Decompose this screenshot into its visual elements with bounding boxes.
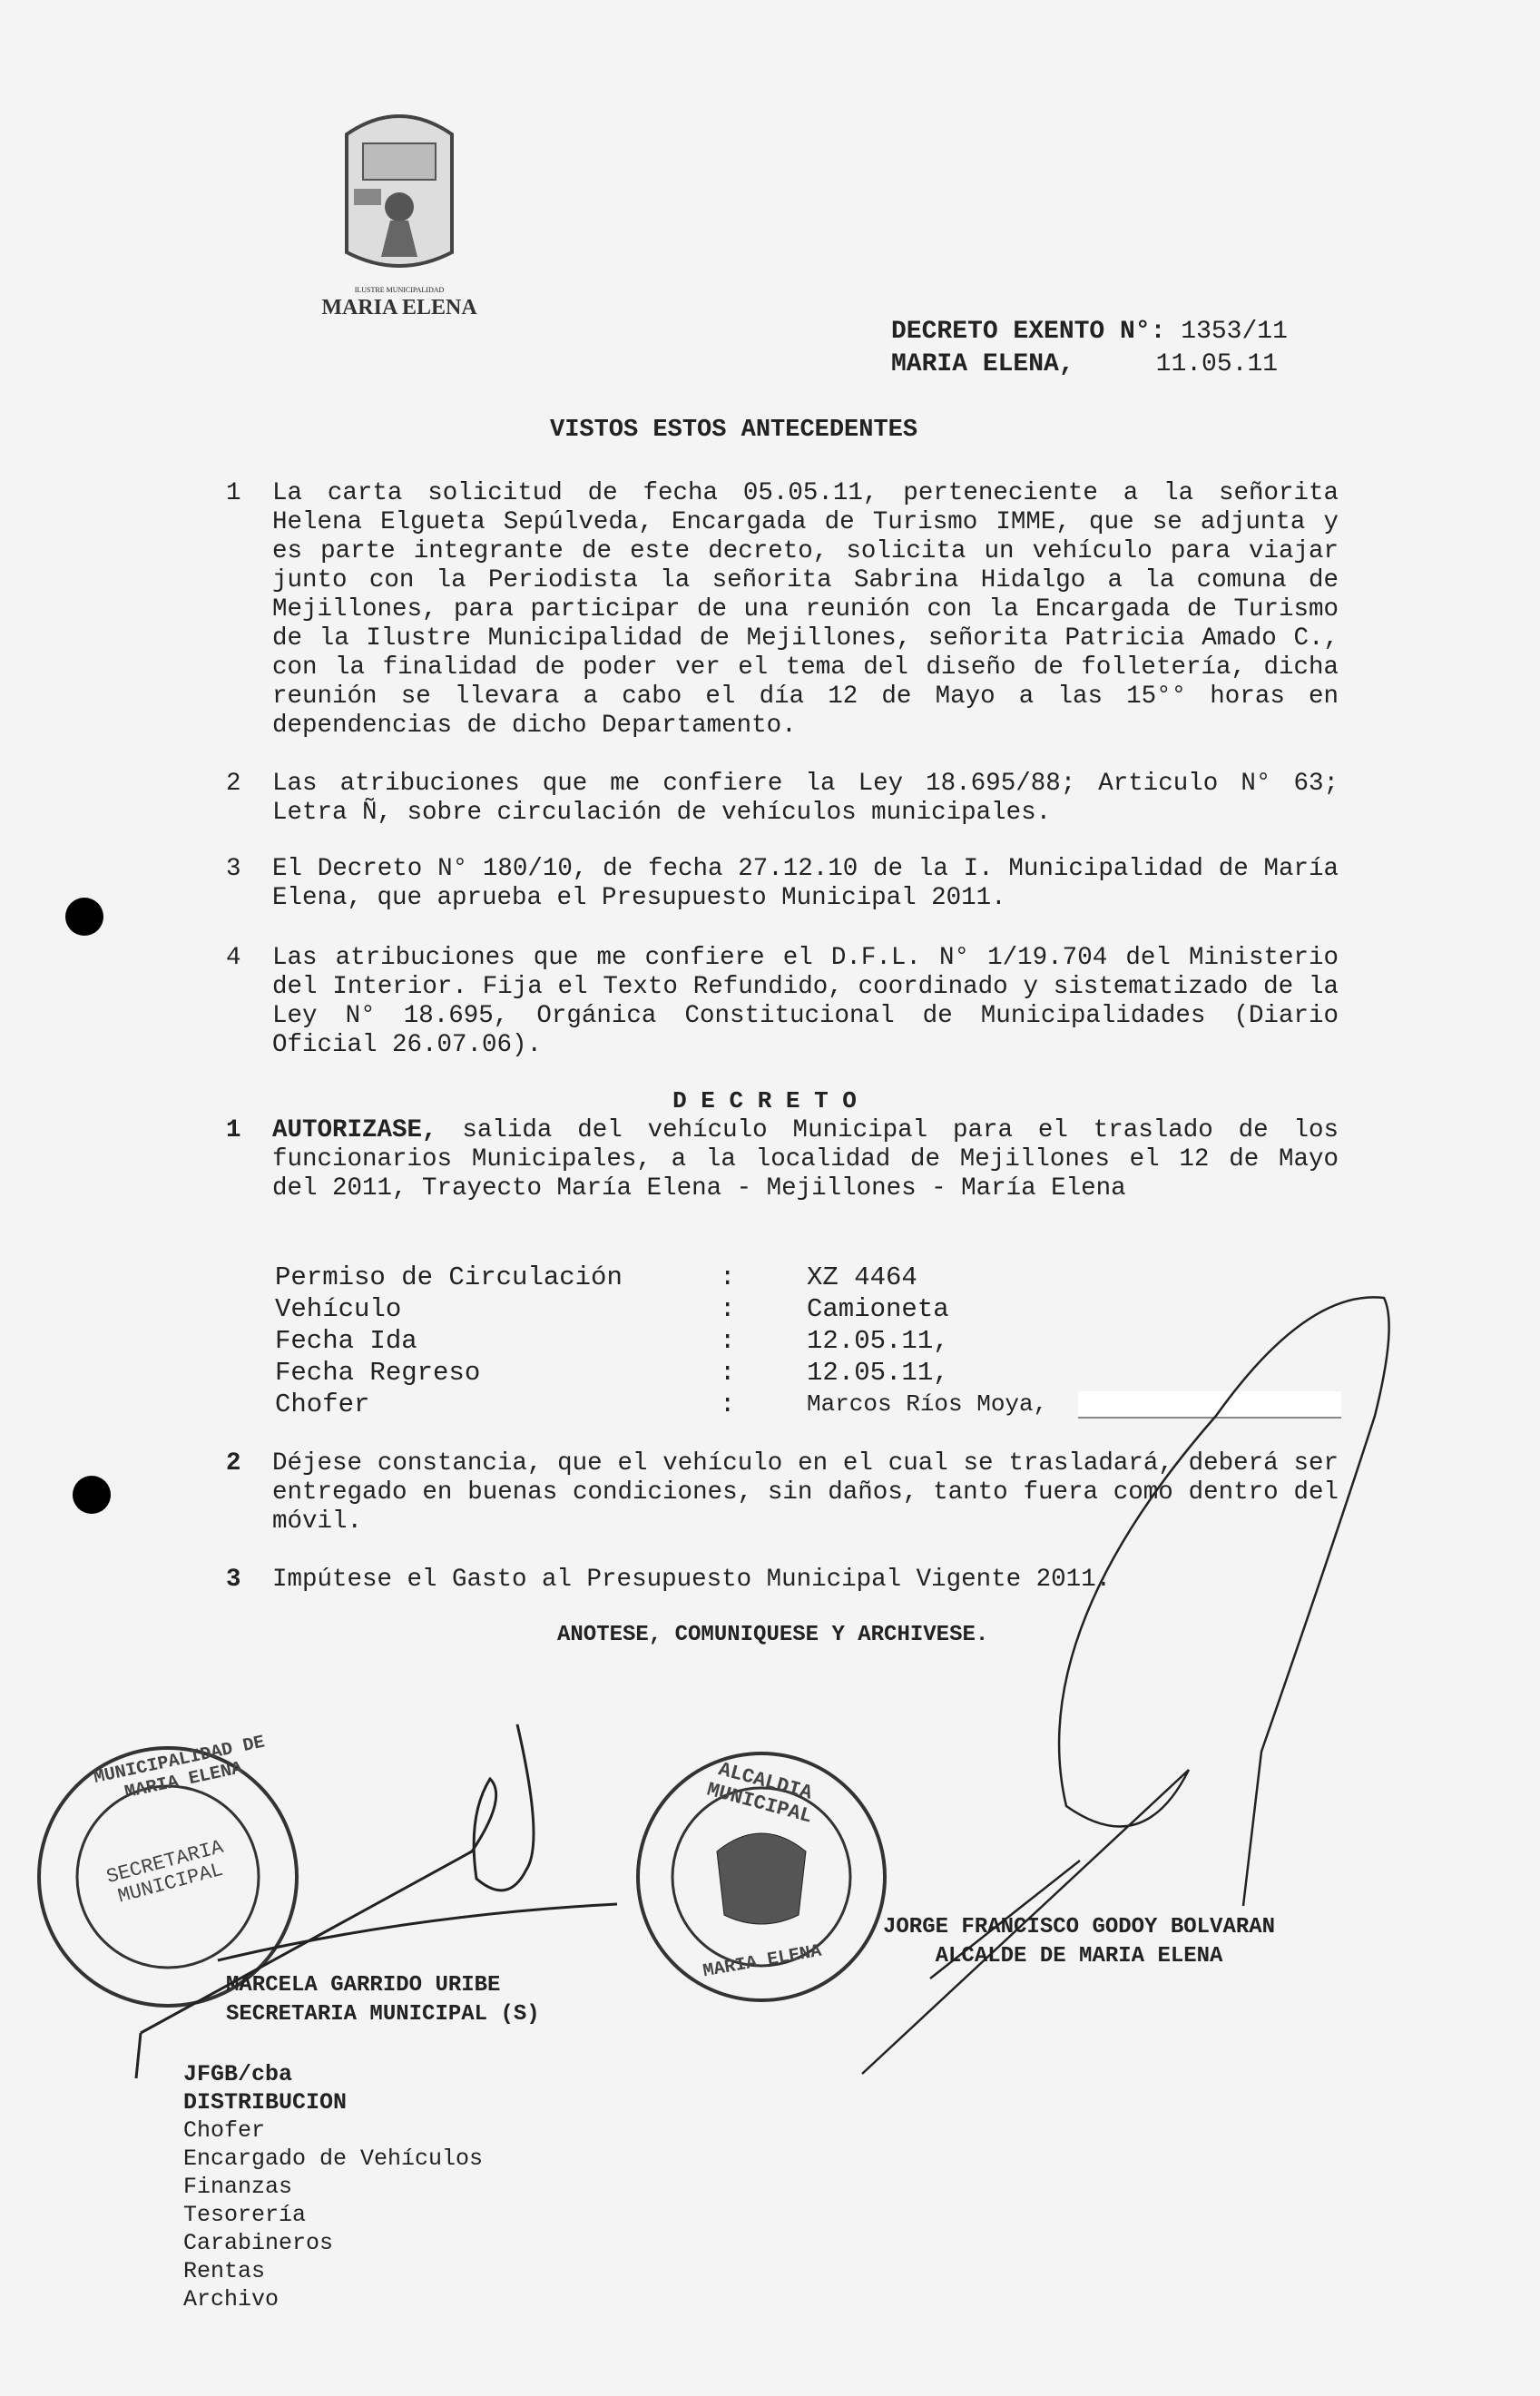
distribution-item: Carabineros (183, 2230, 334, 2256)
distribution-item: Encargado de Vehículos (183, 2146, 484, 2172)
mayor-signature-block (883, 1913, 1275, 1971)
item-text: Déjese constancia, que el vehículo en el cual se trasladará, deberá ser entregado en buenas condiciones, sin daños, tanto fuera como dentro del móvil. (272, 1449, 1339, 1536)
item-number: 4 (226, 944, 241, 972)
stamp-right-ring-top: ALCALDIA MUNICIPAL (704, 1758, 815, 1829)
item-text: salida del vehículo Municipal para el traslado de los funcionarios Municipales, a la localidad de Mejillones el 12 de Mayo del 2011, Trayecto María Elena - Mejillones - María Elena (272, 1116, 1339, 1203)
detail-sep: : (720, 1326, 736, 1356)
vistos-title: VISTOS ESTOS ANTECEDENTES (550, 417, 918, 444)
decree-date: 11.05.11 (1155, 350, 1279, 378)
distribution-item: Archivo (183, 2286, 280, 2313)
detail-sep: : (720, 1262, 736, 1292)
detail-label: Fecha Regreso (275, 1358, 481, 1388)
detail-label: Chofer (275, 1389, 370, 1419)
secretary-title: SECRETARIA MUNICIPAL (S) (226, 2002, 540, 2027)
distribution-item: Tesorería (183, 2202, 307, 2228)
detail-sep: : (720, 1389, 736, 1419)
item-number: 3 (226, 1566, 241, 1594)
detail-label: Permiso de Circulación (275, 1262, 623, 1292)
stamp-left-center-text: SECRETARIA MUNICIPAL (103, 1835, 226, 1909)
item-text: Impútese el Gasto al Presupuesto Municipal Vigente 2011. (272, 1566, 1112, 1594)
place-label: MARIA ELENA, (891, 350, 1074, 378)
item-number: 2 (226, 1449, 241, 1478)
stamp-left-ring-text: MUNICIPALIDAD DE MARIA ELENA (92, 1732, 267, 1804)
decree-label: DECRETO EXENTO N°: (891, 318, 1166, 346)
detail-label: Fecha Ida (275, 1326, 417, 1356)
item-number: 1 (226, 1116, 241, 1144)
mayor-title: ALCALDE DE MARIA ELENA (935, 1944, 1223, 1969)
distribution-item: Chofer (183, 2117, 266, 2144)
detail-value: Camioneta (807, 1294, 949, 1324)
distribution-item: Rentas (183, 2258, 266, 2284)
stamp-right-ring-bottom: MARIA ELENA (701, 1940, 824, 1983)
initials: JFGB/cba (183, 2061, 293, 2087)
item-number: 2 (226, 770, 241, 798)
item-number: 3 (226, 855, 241, 883)
distribution-title: DISTRIBUCION (183, 2089, 348, 2116)
detail-value: 12.05.11, (807, 1358, 949, 1388)
decree-number: 1353/11 (1181, 318, 1288, 346)
detail-sep: : (720, 1358, 736, 1388)
detail-value: Marcos Ríos Moya, (807, 1390, 1048, 1418)
detail-value: 12.05.11, (807, 1326, 949, 1356)
secretary-name: MARCELA GARRIDO URIBE (226, 1973, 501, 1998)
item-text: Las atribuciones que me confiere el D.F.L. N° 1/19.704 del Ministerio del Interior. Fija el Texto Refundido, coordinado y sistematizado de la Ley N° 18.695, Orgánica Constitucional de Municipalidades (Diario Oficial 26.07.06). (272, 944, 1339, 1059)
decreto-title: D E C R E T O (672, 1087, 857, 1115)
item-lead: AUTORIZASE, (272, 1116, 437, 1144)
distribution-block (183, 2060, 483, 2313)
distribution-item: Finanzas (183, 2174, 293, 2200)
item-number: 1 (226, 479, 241, 507)
secretary-signature-block (226, 1971, 540, 2029)
closing-formula: ANOTESE, COMUNIQUESE Y ARCHIVESE. (557, 1623, 989, 1647)
item-text: La carta solicitud de fecha 05.05.11, perteneciente a la señorita Helena Elgueta Sepúlveda, Encargada de Turismo IMME, que se adjunta y es parte integrante de este decreto, solicita un vehículo para viajar junto con la Periodista la señorita Sabrina Hidalgo a la comuna de Mejillones, para participar de una reunión con la Encargada de Turismo de la Ilustre Municipalidad de Mejillones, señorita Patricia Amado C., con la finalidad de poder ver el tema del diseño de folletería, dicha reunión se llevara a cabo el día 12 de Mayo a las 15°° horas en dependencias de dicho Departamento. (272, 479, 1339, 740)
item-text: Las atribuciones que me confiere la Ley 18.695/88; Articulo N° 63; Letra Ñ, sobre circulación de vehículos municipales. (272, 770, 1339, 827)
detail-value: XZ 4464 (807, 1262, 917, 1292)
logo-small-text: ILUSTRE MUNICIPALIDAD (354, 286, 445, 294)
mayor-name: JORGE FRANCISCO GODOY BOLVARAN (883, 1915, 1276, 1939)
detail-label: Vehículo (275, 1294, 402, 1324)
logo-name: MARIA ELENA (321, 296, 477, 319)
item-text: El Decreto N° 180/10, de fecha 27.12.10 de la I. Municipalidad de María Elena, que aprueba el Presupuesto Municipal 2011. (272, 855, 1339, 912)
detail-sep: : (720, 1294, 736, 1324)
